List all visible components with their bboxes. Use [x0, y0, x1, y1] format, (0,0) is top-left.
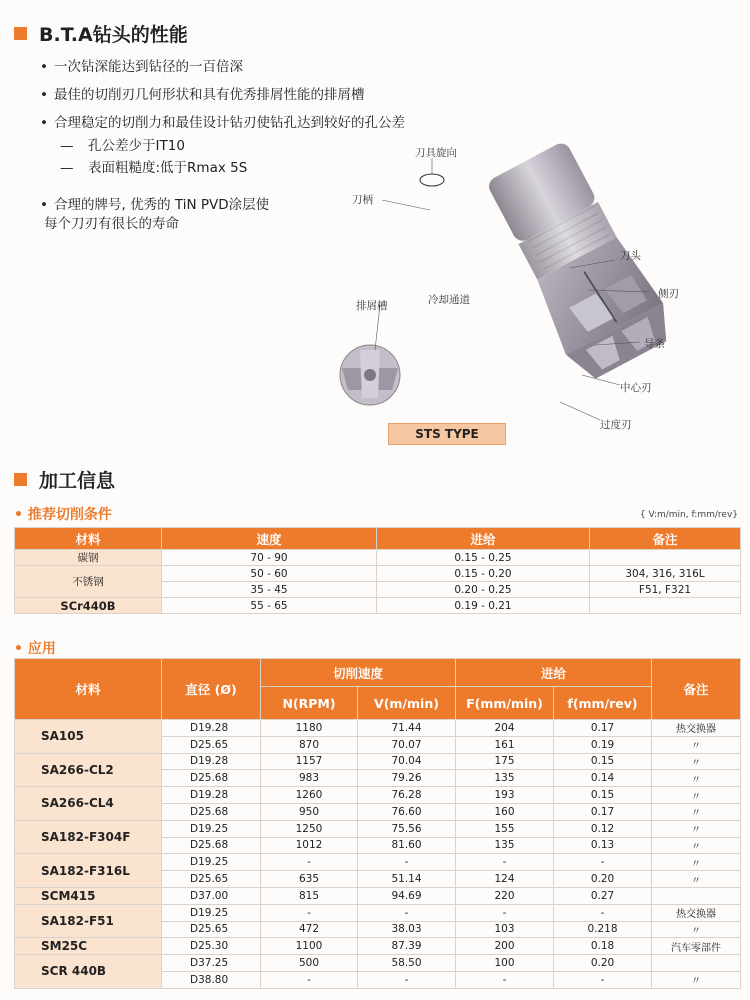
cell-v: 76.60: [358, 803, 456, 820]
section-title-text: 加工信息: [39, 470, 116, 492]
orange-square-icon: [14, 27, 27, 40]
label-coolant: 冷却通道: [428, 294, 470, 306]
cell-rpm: -: [261, 971, 358, 988]
table-row: [15, 904, 741, 921]
cell-diameter: D25.65: [162, 921, 261, 938]
table-row: [15, 753, 741, 770]
cell-F: 161: [456, 736, 554, 753]
bullet-item: • 最佳的切削刃几何形状和具有优秀排屑性能的排屑槽: [40, 87, 365, 103]
cell-rpm: 500: [261, 955, 358, 972]
header-v: V(m/min): [358, 687, 456, 720]
cell-F: 175: [456, 753, 554, 770]
cell-diameter: D19.28: [162, 753, 261, 770]
cell-f: 0.20: [554, 871, 652, 888]
cell-v: 87.39: [358, 938, 456, 955]
cell-material: SA182-F304F: [15, 820, 162, 854]
sub-item: — 表面粗糙度:低于Rmax 5S: [60, 160, 248, 176]
cell-diameter: D19.25: [162, 854, 261, 871]
header-cutting-speed: 切削速度: [261, 659, 456, 687]
cell-v: 75.56: [358, 820, 456, 837]
bullet-item: • 合理稳定的切削力和最佳设计钻刃使钻孔达到较好的孔公差: [40, 115, 405, 131]
cell-material: SCR 440B: [15, 955, 162, 989]
table-header-row: [15, 528, 741, 550]
table-row: [15, 820, 741, 837]
cell-f: 0.218: [554, 921, 652, 938]
cell-v: 70.07: [358, 736, 456, 753]
cell-note: 〃: [652, 921, 741, 938]
cell-feed: 0.19 - 0.21: [377, 598, 590, 614]
cell-f: -: [554, 854, 652, 871]
cell-rpm: 1012: [261, 837, 358, 854]
cell-speed: 70 - 90: [162, 550, 377, 566]
table-row: [15, 787, 741, 804]
bullet-item: • 合理的牌号, 优秀的 TiN PVD涂层使: [40, 197, 270, 213]
cell-v: -: [358, 854, 456, 871]
cell-rpm: 1157: [261, 753, 358, 770]
cell-f: 0.17: [554, 720, 652, 737]
application-table: [14, 658, 741, 989]
cell-rpm: 983: [261, 770, 358, 787]
cell-rpm: 870: [261, 736, 358, 753]
cell-F: 124: [456, 871, 554, 888]
label-side-edge: 侧刃: [658, 288, 679, 300]
cell-rpm: 635: [261, 871, 358, 888]
section-title-performance: [14, 20, 188, 47]
cell-note: 〃: [652, 837, 741, 854]
cell-material: SA266-CL2: [15, 753, 162, 787]
table-row: [15, 720, 741, 737]
cell-diameter: D19.25: [162, 820, 261, 837]
cell-note: 〃: [652, 854, 741, 871]
cell-diameter: D19.25: [162, 904, 261, 921]
table-row: [15, 938, 741, 955]
cell-speed: 50 - 60: [162, 566, 377, 582]
cell-diameter: D37.00: [162, 887, 261, 904]
cell-f: -: [554, 904, 652, 921]
table-row: [15, 598, 741, 614]
cell-f: 0.17: [554, 803, 652, 820]
cell-v: 79.26: [358, 770, 456, 787]
cell-rpm: 1100: [261, 938, 358, 955]
cell-diameter: D19.28: [162, 787, 261, 804]
cell-v: 76.28: [358, 787, 456, 804]
cell-note: [652, 887, 741, 904]
cell-F: 155: [456, 820, 554, 837]
cell-f: 0.14: [554, 770, 652, 787]
cell-f: 0.13: [554, 837, 652, 854]
cell-material: 不锈钢: [15, 566, 162, 598]
cell-note: 〃: [652, 753, 741, 770]
cell-rpm: 1260: [261, 787, 358, 804]
cell-note: 〃: [652, 770, 741, 787]
cell-note: 304, 316, 316L: [590, 566, 741, 582]
cell-feed: 0.15 - 0.20: [377, 566, 590, 582]
cell-f: 0.19: [554, 736, 652, 753]
cell-note: [590, 550, 741, 566]
application-table-body: [15, 720, 741, 989]
cell-note: 〃: [652, 871, 741, 888]
orange-square-icon: [14, 473, 27, 486]
cell-rpm: 472: [261, 921, 358, 938]
sts-type-label: STS TYPE: [388, 423, 506, 445]
cell-note: 〃: [652, 820, 741, 837]
cell-note: [652, 955, 741, 972]
cell-rpm: -: [261, 904, 358, 921]
table-header-row: [15, 659, 741, 687]
label-rotation: 刀具旋向: [415, 147, 457, 159]
sub-item: — 孔公差少于IT10: [60, 138, 185, 154]
cell-F: 220: [456, 887, 554, 904]
header-feed: 进给: [377, 528, 590, 550]
cell-note: F51, F321: [590, 582, 741, 598]
cell-note: 〃: [652, 787, 741, 804]
cell-note: 〃: [652, 803, 741, 820]
cell-diameter: D25.68: [162, 837, 261, 854]
cell-diameter: D25.68: [162, 770, 261, 787]
table-row: [15, 550, 741, 566]
section-title-machining-info: [14, 466, 115, 493]
header-speed: 速度: [162, 528, 377, 550]
cell-F: 103: [456, 921, 554, 938]
cell-rpm: 1250: [261, 820, 358, 837]
cell-v: -: [358, 904, 456, 921]
cell-diameter: D25.65: [162, 871, 261, 888]
cell-f: 0.20: [554, 955, 652, 972]
cell-speed: 35 - 45: [162, 582, 377, 598]
cell-note: 〃: [652, 971, 741, 988]
cell-material: SM25C: [15, 938, 162, 955]
cell-diameter: D37.25: [162, 955, 261, 972]
cell-rpm: 950: [261, 803, 358, 820]
table-row: [15, 887, 741, 904]
cell-note: 汽车零部件: [652, 938, 741, 955]
cell-F: 200: [456, 938, 554, 955]
section-title-text: B.T.A钻头的性能: [39, 24, 188, 46]
cell-F: -: [456, 854, 554, 871]
cell-material: SA105: [15, 720, 162, 754]
cell-diameter: D19.28: [162, 720, 261, 737]
bullet-item-continued: 每个刀刃有很长的寿命: [44, 216, 179, 232]
units-note: { V:m/min, f:mm/rev}: [639, 510, 738, 520]
cell-v: 51.14: [358, 871, 456, 888]
cell-F: -: [456, 971, 554, 988]
cell-F: 204: [456, 720, 554, 737]
cell-diameter: D25.30: [162, 938, 261, 955]
recommended-conditions-table: [14, 527, 741, 614]
cell-F: 135: [456, 770, 554, 787]
cell-f: 0.12: [554, 820, 652, 837]
cell-material: SCr440B: [15, 598, 162, 614]
table-row: [15, 854, 741, 871]
label-center-edge: 中心刃: [620, 382, 652, 394]
header-material: 材料: [15, 659, 162, 720]
cell-v: 71.44: [358, 720, 456, 737]
cell-v: 38.03: [358, 921, 456, 938]
cell-v: 58.50: [358, 955, 456, 972]
header-f: f(mm/rev): [554, 687, 652, 720]
bta-drill-diagram: [320, 140, 740, 460]
cell-note: 热交换器: [652, 720, 741, 737]
subsection-title-application: • 应用: [14, 641, 56, 657]
cell-F: 160: [456, 803, 554, 820]
cell-material: SA182-F316L: [15, 854, 162, 888]
header-material: 材料: [15, 528, 162, 550]
label-shank: 刀柄: [352, 194, 373, 206]
cell-diameter: D38.80: [162, 971, 261, 988]
cell-material: SA266-CL4: [15, 787, 162, 821]
cell-f: 0.27: [554, 887, 652, 904]
cell-F: 135: [456, 837, 554, 854]
bullet-item: • 一次钻深能达到钻径的一百倍深: [40, 59, 243, 75]
cell-v: 70.04: [358, 753, 456, 770]
cell-feed: 0.15 - 0.25: [377, 550, 590, 566]
header-rpm: N(RPM): [261, 687, 358, 720]
cell-rpm: 1180: [261, 720, 358, 737]
cell-material: 碳钢: [15, 550, 162, 566]
cell-material: SA182-F51: [15, 904, 162, 938]
cell-v: 94.69: [358, 887, 456, 904]
cell-feed: 0.20 - 0.25: [377, 582, 590, 598]
header-diameter: 直径 (Ø): [162, 659, 261, 720]
label-chip-groove: 排屑槽: [356, 300, 388, 312]
cell-diameter: D25.68: [162, 803, 261, 820]
cell-f: 0.18: [554, 938, 652, 955]
header-note: 备注: [590, 528, 741, 550]
cell-f: 0.15: [554, 753, 652, 770]
label-transition-edge: 过度刃: [600, 419, 632, 431]
cell-material: SCM415: [15, 887, 162, 904]
cell-rpm: -: [261, 854, 358, 871]
cell-diameter: D25.65: [162, 736, 261, 753]
label-head: 刀头: [620, 250, 641, 262]
cell-F: -: [456, 904, 554, 921]
cell-f: 0.15: [554, 787, 652, 804]
header-F: F(mm/min): [456, 687, 554, 720]
cell-f: -: [554, 971, 652, 988]
cell-note: 热交换器: [652, 904, 741, 921]
table-row: [15, 566, 741, 582]
cell-rpm: 815: [261, 887, 358, 904]
cell-v: -: [358, 971, 456, 988]
cell-v: 81.60: [358, 837, 456, 854]
header-feed: 进给: [456, 659, 652, 687]
label-guide: 导条: [644, 338, 665, 350]
cell-note: 〃: [652, 736, 741, 753]
cell-note: [590, 598, 741, 614]
subsection-title-recommended: • 推荐切削条件: [14, 507, 112, 523]
cell-speed: 55 - 65: [162, 598, 377, 614]
header-note: 备注: [652, 659, 741, 720]
cell-F: 193: [456, 787, 554, 804]
cell-F: 100: [456, 955, 554, 972]
table-row: [15, 955, 741, 972]
